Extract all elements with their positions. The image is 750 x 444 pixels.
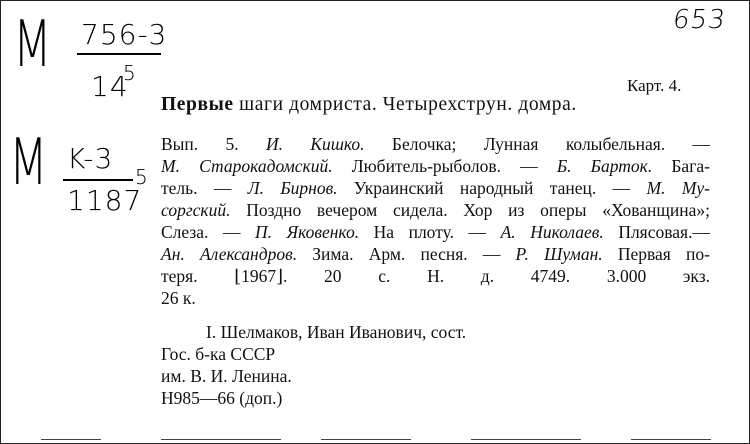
description-text: Любитель-рыболов. — [332, 156, 557, 176]
call-number-1-letter: M [13, 8, 53, 82]
title-bold: Первые [161, 94, 234, 115]
description-line [161, 287, 196, 309]
description-text: Бага- [652, 156, 710, 176]
description-text: Поздно вечером сидела. Хор из оперы «Хованщина»; [230, 200, 710, 220]
description-text: На плоту. — [359, 222, 501, 242]
description-text: Первая по- [602, 244, 711, 264]
author-name: А. Николаев. [500, 222, 604, 242]
author-name: М. Му- [646, 178, 711, 198]
edge-mark [161, 439, 281, 440]
description-text: Вып. 5. [161, 134, 266, 154]
author-name: соргский. [161, 200, 231, 220]
author-name: И. Кишко. [265, 134, 365, 154]
title [161, 94, 577, 116]
tracing-line: Гос. б-ка СССР [161, 344, 276, 364]
description-text: теря. [161, 266, 235, 286]
author-name: Ан. Александров. [161, 244, 298, 264]
call-number-2-letter: M [9, 126, 49, 200]
description-line [161, 243, 710, 265]
description-text: ⌊1967⌋. [234, 266, 288, 286]
author-name: Л. Бирнов. [247, 178, 338, 198]
edge-mark [631, 439, 711, 440]
description-text: Белочка; Лунная колыбельная. — [364, 134, 710, 154]
edge-mark [471, 439, 581, 440]
author-name: Б. Барток. [556, 156, 653, 176]
description-text: Зима. Арм. песня. — [297, 244, 516, 264]
description-text: Украинский народный танец. — [337, 178, 647, 198]
description-line [161, 133, 710, 155]
description-line [161, 199, 710, 221]
author-name: М. Старокадомский. [161, 156, 333, 176]
call-number-1-fraction-line [77, 53, 161, 55]
tracing-line: Н985—66 (доп.) [161, 388, 283, 408]
author-name: П. Яковенко. [255, 222, 360, 242]
call-number-2-bottom: 1187 [67, 184, 143, 217]
title-rest: шаги домриста. Четырехструн. домра. [233, 94, 577, 115]
call-number-1-bottom: 14 [91, 70, 129, 103]
call-number-2-top: K-3 [67, 142, 114, 175]
call-number-1-top: 756-3 [81, 18, 168, 51]
author-name: Р. Шуман. [515, 244, 603, 264]
description-text: Плясовая.— [603, 222, 710, 242]
call-number-1-sup: 5 [123, 61, 137, 85]
description-line [161, 177, 710, 199]
description-line [161, 155, 710, 177]
tracing-line: I. Шелмаков, Иван Иванович, сост. [206, 322, 467, 342]
description-line [161, 265, 710, 287]
call-number-2-sup: 5 [135, 165, 149, 189]
tracing-line: им. В. И. Ленина. [161, 366, 292, 386]
corner-number: 653 [670, 5, 728, 35]
description-text: Слеза. — [161, 222, 256, 242]
edge-mark [41, 439, 101, 440]
description-text: тель. — [161, 178, 248, 198]
description-line [161, 221, 710, 243]
card-label: Карт. 4. [627, 76, 682, 95]
description-text: 20 с. Н. д. 4749. 3.000 экз. [287, 266, 710, 286]
edge-mark [321, 439, 411, 440]
call-number-2-fraction-line [63, 179, 133, 181]
description-text: 26 к. [161, 288, 196, 308]
